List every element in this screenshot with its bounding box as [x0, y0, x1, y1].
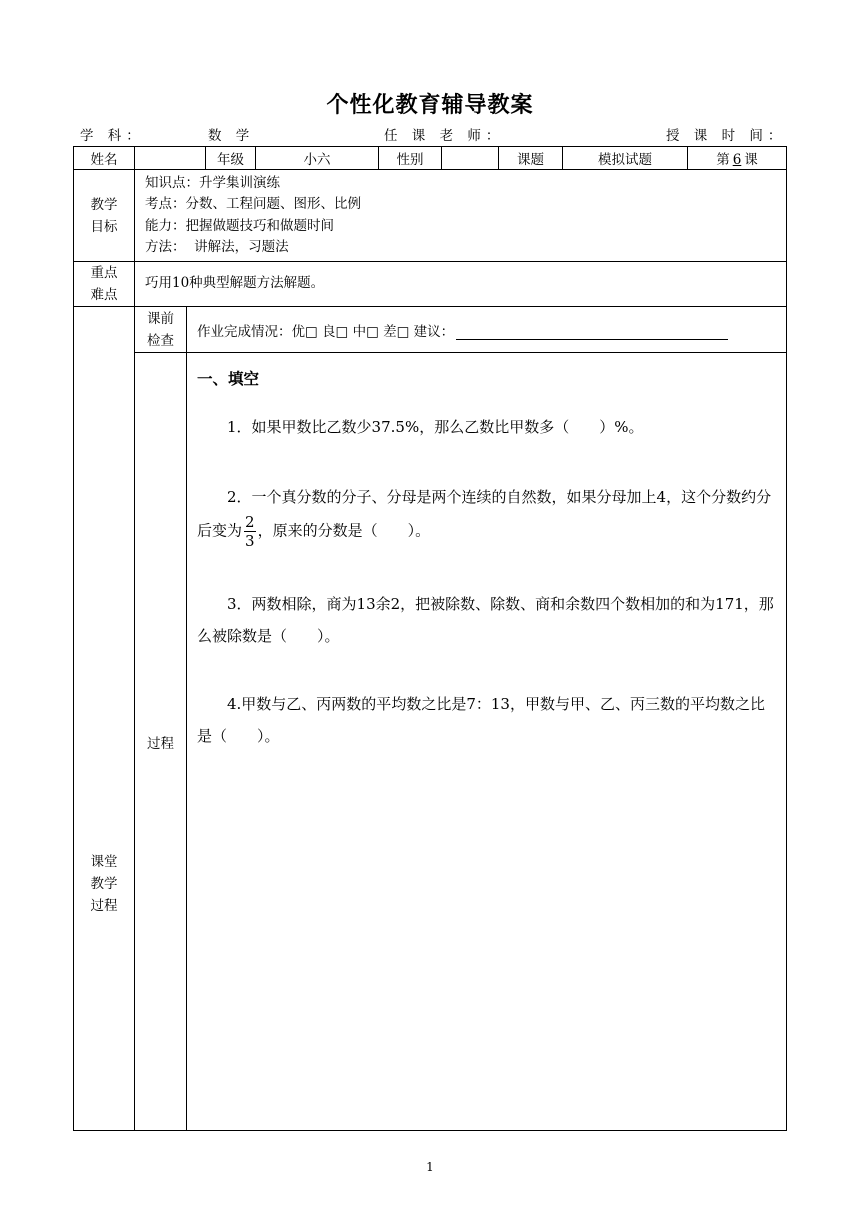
goal-item: 知识点：升学集训演练: [145, 174, 280, 191]
grade-value: 小六: [256, 147, 379, 170]
lesson-suffix: 课: [744, 152, 758, 168]
page-title: 个性化教育辅导教案: [326, 92, 534, 118]
time-label: 授 课 时 间：: [666, 128, 787, 144]
page-number: 1: [426, 1160, 434, 1174]
teacher-label: 任 课 老 师：: [384, 128, 505, 144]
suggestion-blank-line: [456, 325, 728, 340]
lesson-prefix: 第: [716, 152, 730, 168]
question-3: 3．两数相除，商为13余2，把被除数、除数、商和余数四个数相加的和为171，那么被除数是（ ）。: [197, 595, 774, 645]
grade-label: 年级: [206, 147, 256, 170]
info-row: [74, 147, 787, 170]
homework-check: [187, 307, 787, 353]
lesson-number-cell: [688, 147, 787, 170]
key-points-label: 重点 难点: [74, 262, 135, 307]
name-label: 姓名: [74, 147, 135, 170]
key-points-text: 巧用10种典型解题方法解题。: [135, 262, 787, 307]
process-label: 课堂 教学 过程: [74, 307, 135, 1131]
goal-item: 方法： 讲解法，习题法: [145, 239, 289, 255]
goal-item: 能力：把握做题技巧和做题时间: [145, 217, 334, 234]
subject-label: 学 科：: [80, 128, 145, 144]
gender-label: 性别: [379, 147, 442, 170]
pre-check-label: 课前 检查: [135, 307, 187, 353]
question-1: 1．如果甲数比乙数少37.5%，那么乙数比甲数多（ ）%。: [227, 418, 644, 436]
process-inner-label: 过程: [135, 353, 187, 1131]
topic-value: 模拟试题: [563, 147, 688, 170]
goals-row: [74, 170, 787, 262]
section-title: 一、填空: [197, 370, 260, 388]
process-row: [74, 353, 787, 1131]
lesson-number: 6: [732, 152, 742, 168]
question-4: 4.甲数与乙、丙两数的平均数之比是7：13，甲数与甲、乙、丙三数的平均数之比是（ ）。: [197, 695, 765, 745]
pre-check-row: [74, 307, 787, 353]
homework-check-text: 作业完成情况：优□ 良□ 中□ 差□ 建议：: [197, 323, 455, 340]
goals-label: 教学 目标: [74, 170, 135, 262]
fraction-two-thirds: $\frac{2}{3}$: [245, 513, 255, 550]
lesson-plan-table: [73, 146, 787, 1131]
topic-label: 课题: [499, 147, 563, 170]
goal-item: 考点：分数、工程问题、图形、比例: [145, 196, 361, 212]
key-points-row: [74, 262, 787, 307]
subject-value: 数 学: [208, 128, 255, 144]
process-content: [187, 353, 787, 1131]
goals-content: [135, 170, 787, 262]
name-value: [135, 147, 206, 170]
question-2: 2．一个真分数的分子、分母是两个连续的自然数，如果分母加上4，这个分数约分后变为 $\frac{2}{3}$ ，原来的分数是（ ）。: [197, 488, 772, 550]
gender-value: [442, 147, 499, 170]
